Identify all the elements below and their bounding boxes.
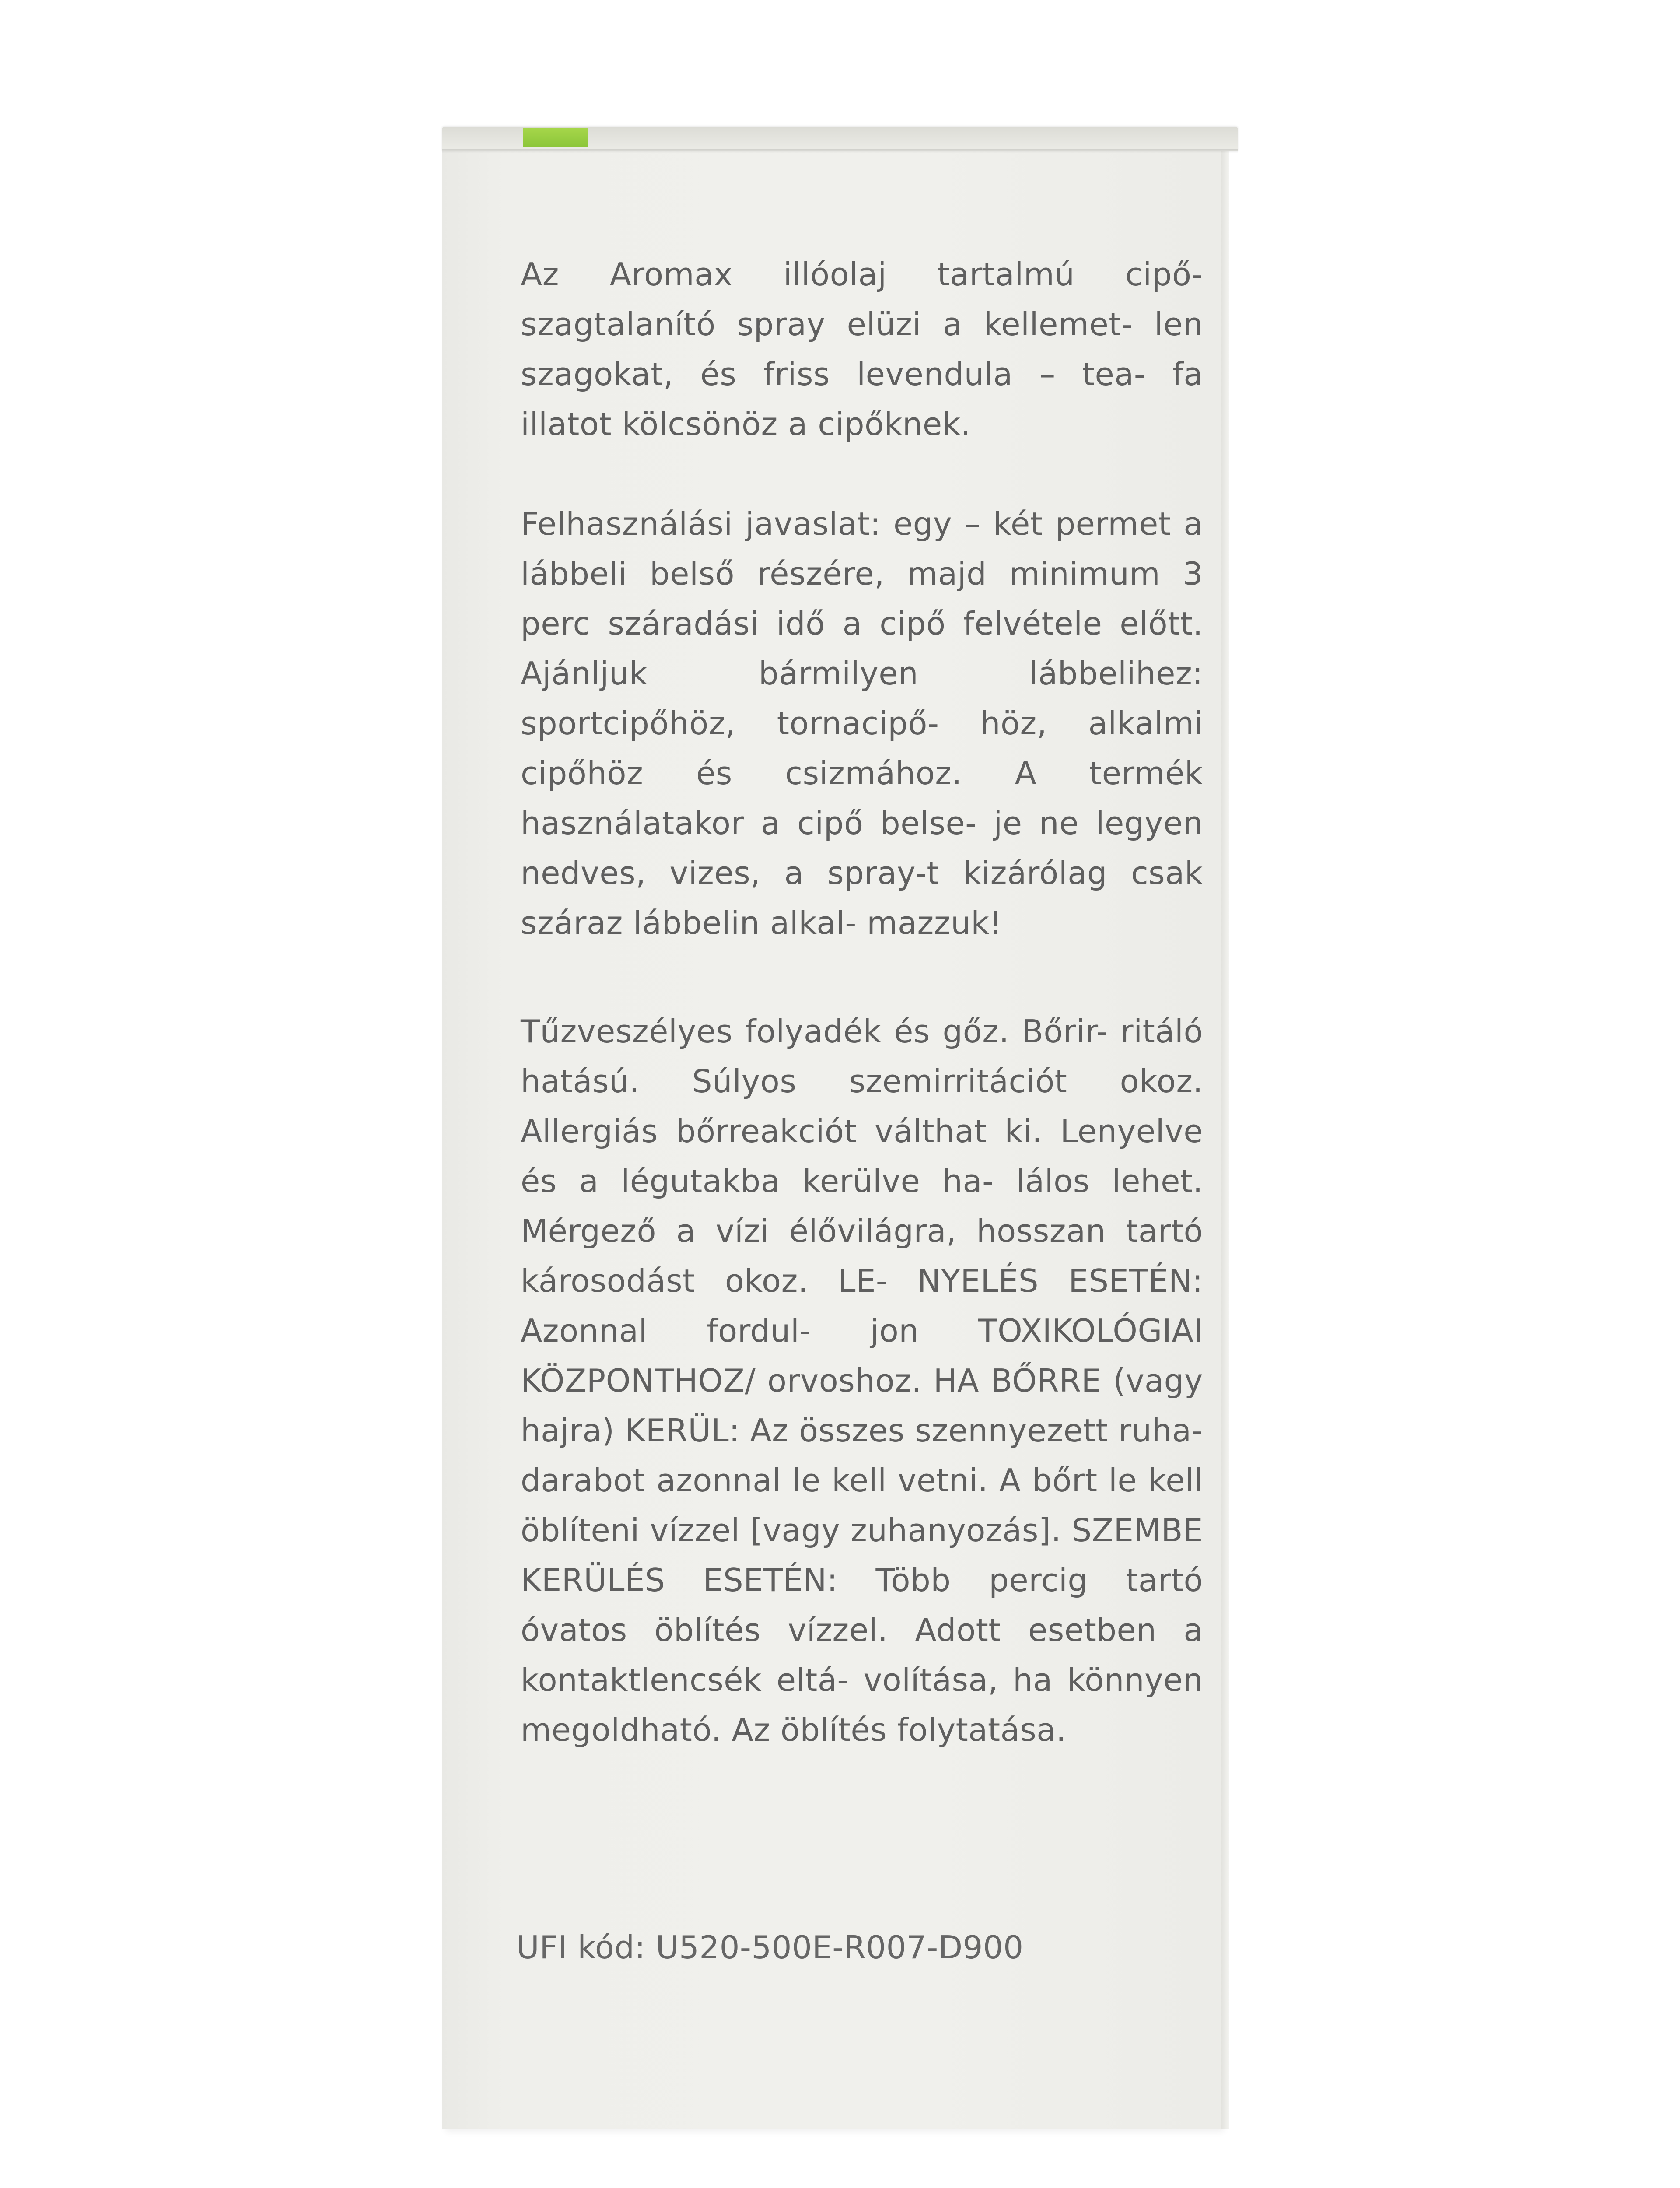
flap-shadow bbox=[442, 149, 1238, 153]
ufi-code: UFI kód: U520-500E-R007-D900 bbox=[516, 1929, 1024, 1966]
green-tab bbox=[523, 128, 588, 147]
box-side-edge bbox=[1221, 151, 1229, 2129]
usage-instructions-paragraph: Felhasználási javaslat: egy – két permet a lábbeli belső részére, majd minimum 3 perc száradási idő a cipő felvétele előtt. Ajánljuk bármilyen lábbelihez: sportcipőhöz, tornacipő- höz, alkalmi cipőhöz és csizmához. A termék használatakor a cipő belse- je ne legyen nedves, vizes, a spray-t kizárólag csak száraz lábbelin alkal- mazzuk! bbox=[521, 505, 1203, 941]
safety-warning-paragraph: Tűzveszélyes folyadék és gőz. Bőrir- ritáló hatású. Súlyos szemirritációt okoz. Allergiás bőrreakciót válthat ki. Lenyelve és a légutakba kerülve ha- lálos lehet. Mérgező a vízi élővilágra, hosszan tartó károsodást okoz. LE- NYELÉS ESETÉN: Azonnal fordul- jon TOXIKOLÓGIAI KÖZPONTHOZ/ orvoshoz. HA BŐRRE (vagy hajra) KERÜL: Az összes szennyezett ruha- darabot azonnal le kell vetni. A bőrt le kell öblíteni vízzel [vagy zuhanyozás]. SZEMBE KERÜLÉS ESETÉN: Több percig tartó óvatos öblítés vízzel. Adott esetben a kontaktlencsék eltá- volítása, ha könnyen megoldható. Az öblítés folytatása. bbox=[521, 1013, 1203, 1748]
product-description-paragraph: Az Aromax illóolaj tartalmú cipő- szagtalanító spray elüzi a kellemet- len szagokat, és friss levendula – tea- fa illatot kölcsönöz a cipőknek. bbox=[521, 256, 1203, 442]
